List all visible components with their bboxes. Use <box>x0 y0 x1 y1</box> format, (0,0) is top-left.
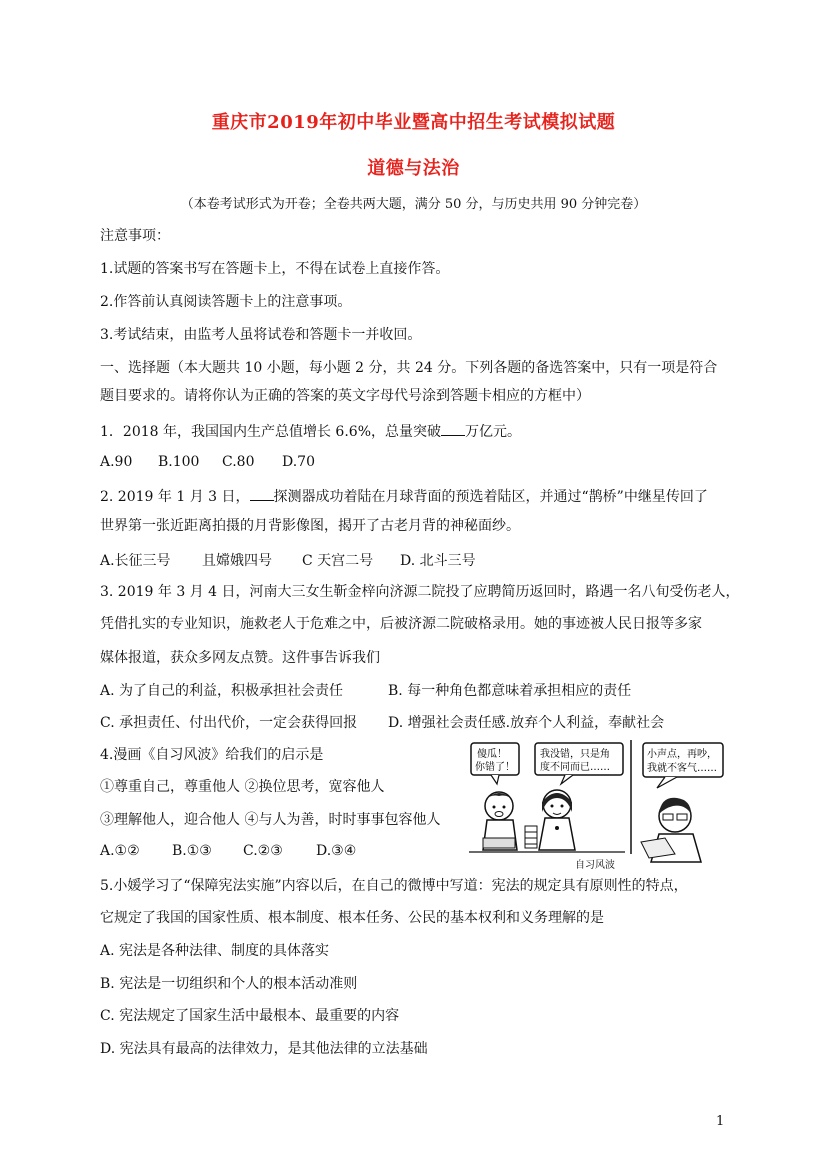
section-heading-line2: 题目要求的。请将你认为正确的答案的英文字母代号涂到答题卡相应的方框中） <box>100 388 590 404</box>
q5-stem-line2: 它规定了我国的国家性质、根本制度、根本任务、公民的基本权利和义务理解的是 <box>100 910 604 926</box>
bubble-1-line-1: 傻瓜！ <box>477 749 507 760</box>
q5-option-c: C. 宪法规定了国家生活中最根本、最重要的内容 <box>100 1008 400 1024</box>
teacher-figure <box>641 798 701 862</box>
q2-option-a: A.长征三号 <box>100 553 171 569</box>
boy-figure <box>483 792 517 850</box>
notice-heading: 注意事项： <box>100 228 170 244</box>
subject-title: 道德与法治 <box>367 158 460 179</box>
q1-option-b: B.100 <box>158 454 200 470</box>
exam-title: 重庆市2019年初中毕业暨高中招生考试模拟试题 <box>211 112 616 133</box>
comic-illustration <box>465 738 727 870</box>
notice-item-1: 1.试题的答案书写在答题卡上，不得在试卷上直接作答。 <box>100 261 450 277</box>
q5-option-a: A. 宪法是各种法律、制度的具体落实 <box>100 943 330 959</box>
bubble-3-line-1: 小声点，再吵， <box>647 749 717 760</box>
q2-option-b: 且嫦娥四号 <box>202 553 272 569</box>
q3-option-c: C. 承担责任、付出代价，一定会获得回报 <box>100 715 358 731</box>
exam-info: （本卷考试形式为开卷；全卷共两大题，满分 50 分，与历史共用 90 分钟完卷） <box>180 197 647 212</box>
q4-statements-line2: ③理解他人，迎合他人 ④与人为善，时时事事包容他人 <box>100 812 441 828</box>
q1-option-d: D.70 <box>282 454 315 470</box>
q2-option-d: D. 北斗三号 <box>400 553 476 569</box>
question-2-stem <box>100 486 708 507</box>
q3-option-d: D. 增强社会责任感.放弃个人利益，奉献社会 <box>388 715 665 731</box>
q4-option-d: D.③④ <box>316 843 357 859</box>
notice-item-2: 2.作答前认真阅读答题卡上的注意事项。 <box>100 294 352 310</box>
q3-option-a: A. 为了自己的利益，积极承担社会责任 <box>100 683 344 699</box>
q5-option-d: D. 宪法具有最高的法律效力，是其他法律的立法基础 <box>100 1041 428 1057</box>
q1-stem-part-b: 万亿元。 <box>465 424 522 440</box>
page-number: 1 <box>716 1114 725 1129</box>
q4-option-c: C.②③ <box>243 843 283 859</box>
q3-stem-line1: 3. 2019 年 3 月 4 日，河南大三女生靳金梓向济源二院投了应聘简历返回时，路遇一名八旬受伤老人， <box>100 584 740 600</box>
q3-stem-line2: 凭借扎实的专业知识，施救老人于危难之中，后被济源二院破格录用。她的事迹被人民日报等多家 <box>100 616 702 632</box>
q1-stem-part-a: 1．2018 年，我国国内生产总值增长 6.6%，总量突破 <box>100 424 442 440</box>
notice-item-3: 3.考试结束，由监考人虽将试卷和答题卡一并收回。 <box>100 327 422 343</box>
question-1-stem <box>100 421 521 442</box>
bubble-1-line-2: 你错了！ <box>475 762 515 773</box>
q4-option-b: B.①③ <box>172 843 212 859</box>
q2-stem-part-a: 2. 2019 年 1 月 3 日， <box>100 489 250 505</box>
q4-statements-line1: ①尊重自己，尊重他人 ②换位思考，宽容他人 <box>100 779 385 795</box>
bubble-3-line-2: 我就不客气…… <box>647 763 717 774</box>
q4-stem: 4.漫画《自习风波》给我们的启示是 <box>100 747 324 763</box>
q5-stem-line1: 5.小媛学习了“保障宪法实施”内容以后，在自己的微博中写道：宪法的规定具有原则性的特点， <box>100 878 688 894</box>
q5-option-b: B. 宪法是一切组织和个人的根本活动准则 <box>100 976 358 992</box>
q1-blank <box>441 421 465 436</box>
q3-stem-line3: 媒体报道，获众多网友点赞。这件事告诉我们 <box>100 650 380 666</box>
q2-stem-part-b: 探测器成功着陆在月球背面的预选着陆区，并通过“鹊桥”中继星传回了 <box>273 489 708 505</box>
q4-option-a: A.①② <box>100 843 140 859</box>
q3-option-b: B. 每一种角色都意味着承担相应的责任 <box>388 683 632 699</box>
q1-option-a: A.90 <box>100 454 133 470</box>
comic-caption: 自习风波 <box>575 860 615 871</box>
section-heading-line1: 一、选择题（本大题共 10 小题，每小题 2 分，共 24 分。下列各题的备选答案中，只有一项是符合 <box>100 360 718 376</box>
bubble-2-line-2: 度不同而已…… <box>540 762 610 773</box>
q2-blank <box>250 486 274 501</box>
q2-stem-line2: 世界第一张近距离拍摄的月背影像图，揭开了古老月背的神秘面纱。 <box>100 518 520 534</box>
q1-option-c: C.80 <box>222 454 255 470</box>
q2-option-c: C 天宫二号 <box>302 553 374 569</box>
bubble-2-line-1: 我没错，只是角 <box>540 749 610 760</box>
girl-figure <box>539 790 575 850</box>
